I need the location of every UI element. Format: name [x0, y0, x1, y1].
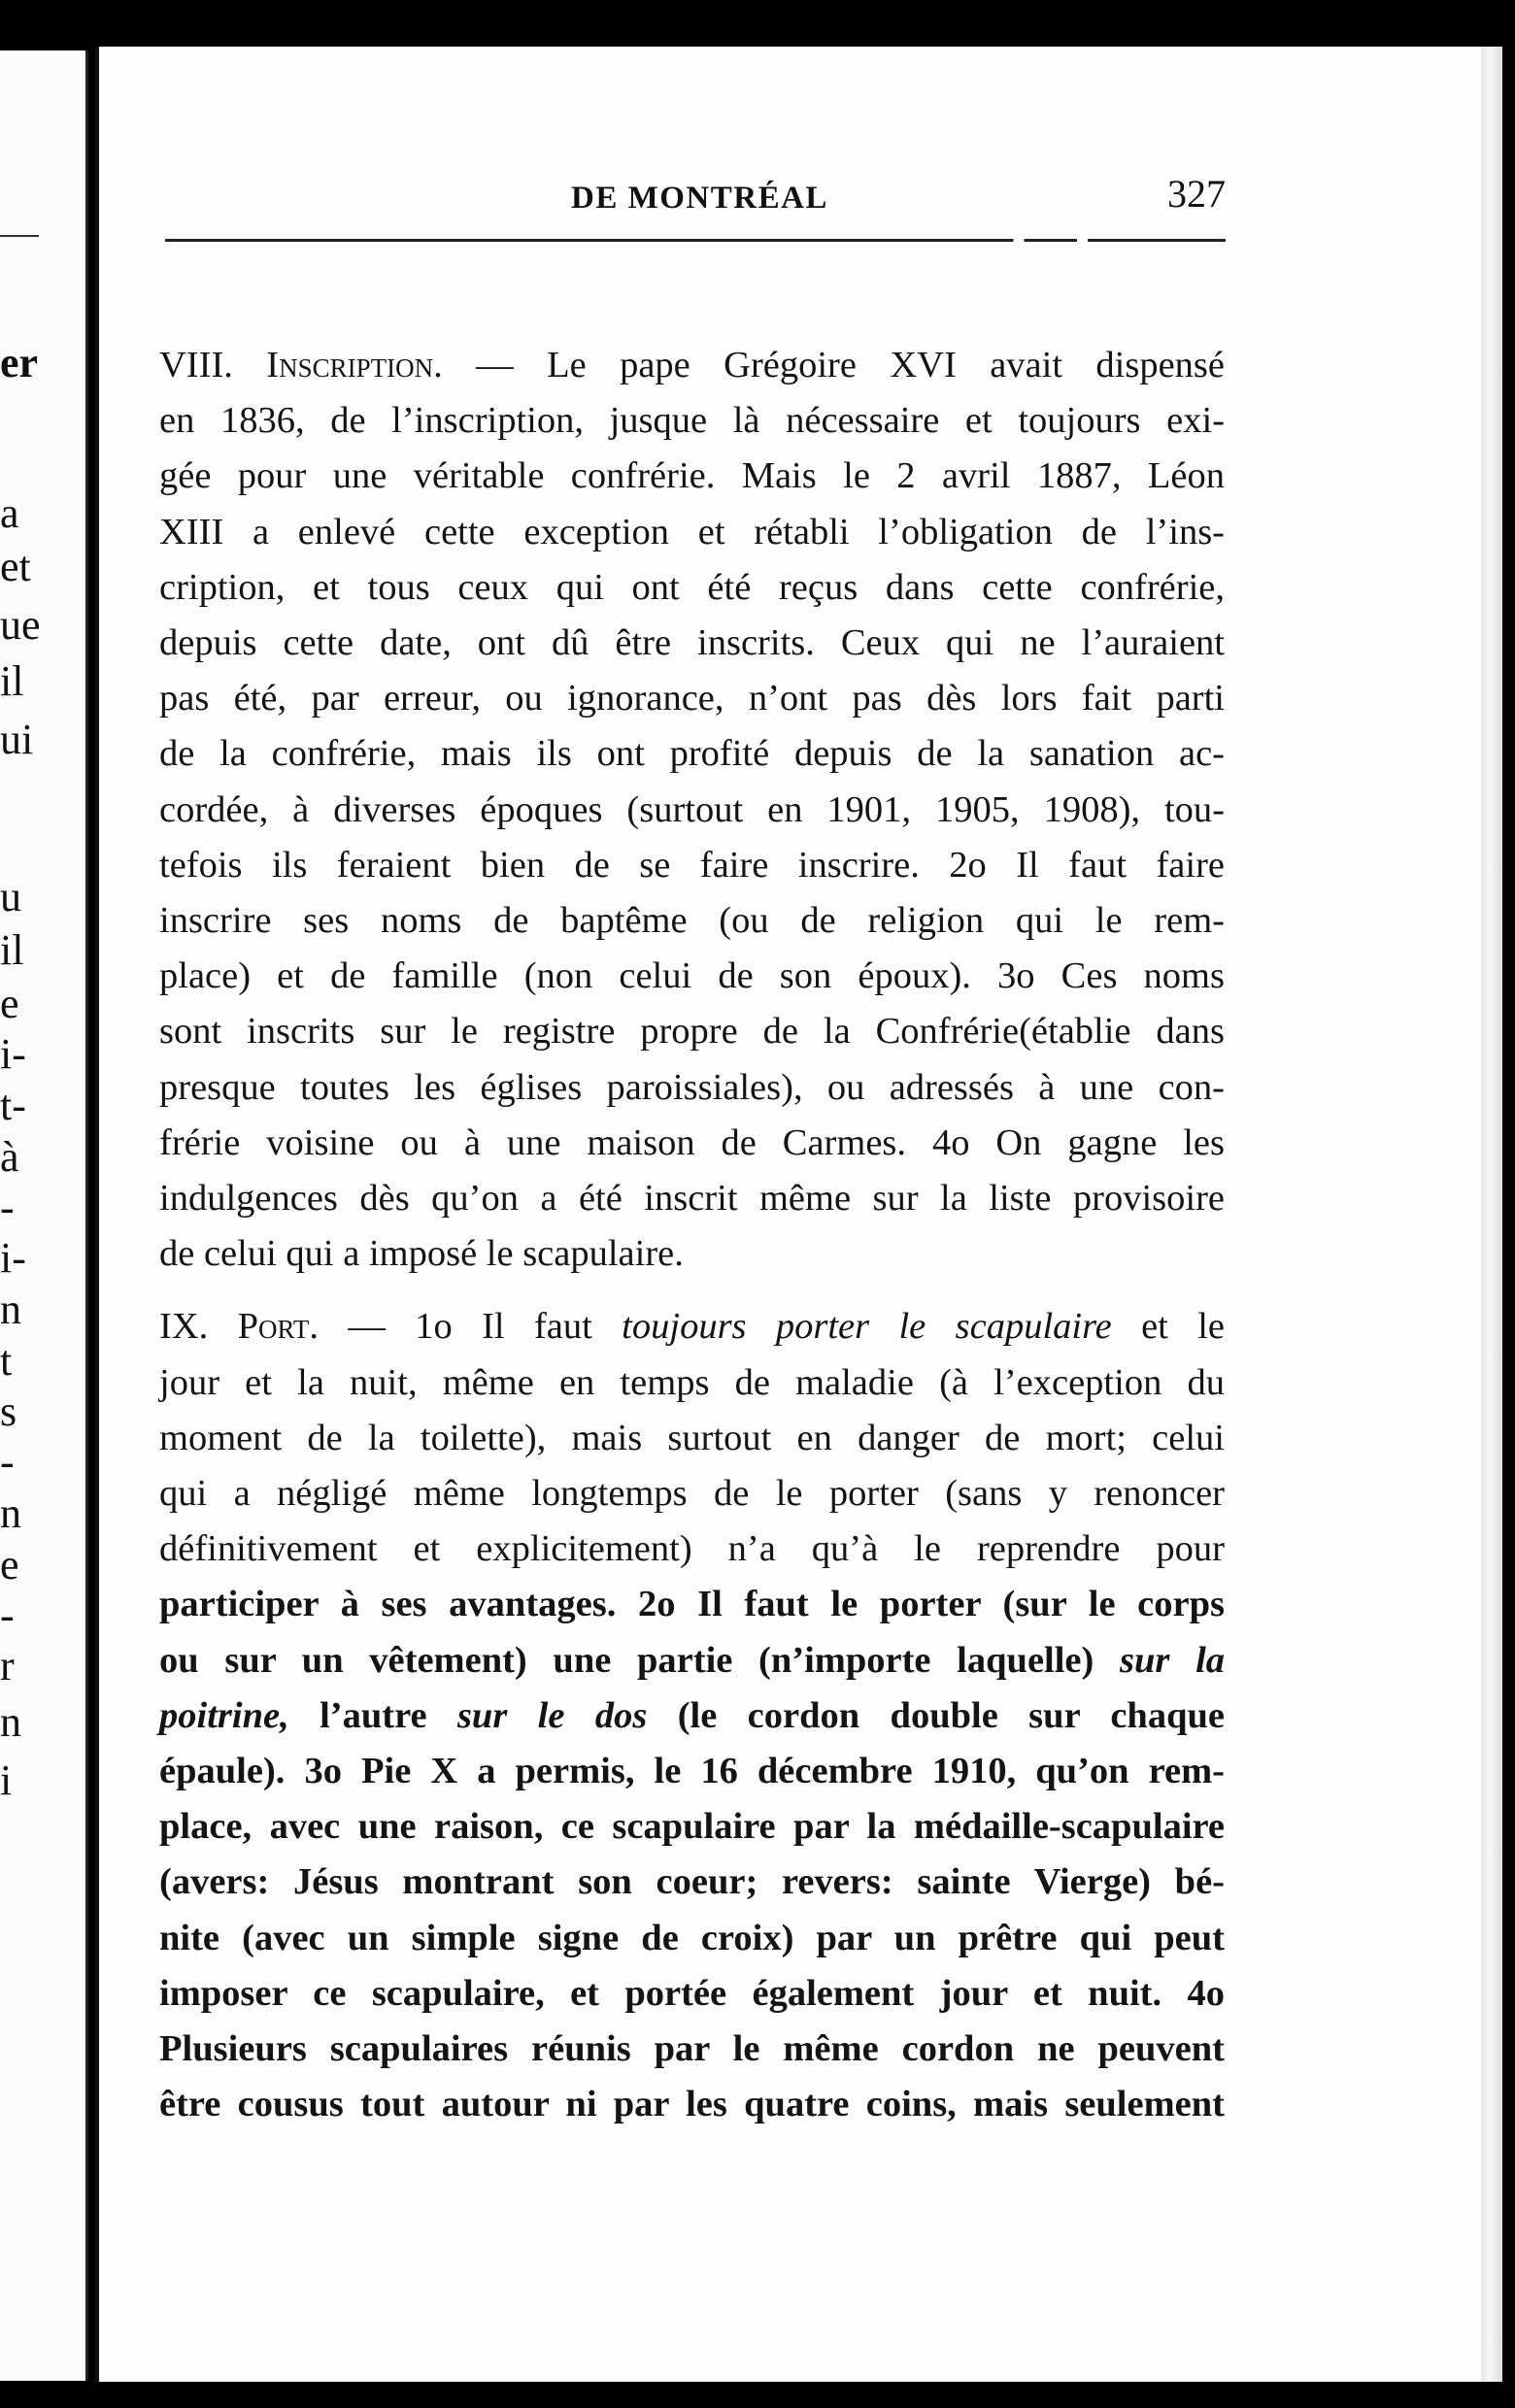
book-page — [95, 47, 1502, 2382]
left-page-text-fragment: et — [0, 543, 31, 590]
text-line: gée pour une véritable confrérie. Mais le 2 avril 1887, Léon — [159, 455, 1225, 497]
left-page-text-fragment: à — [0, 1133, 19, 1181]
left-page-fragment — [0, 50, 88, 2381]
header-rule — [165, 239, 1226, 242]
text-line: ou sur un vêtement) une partie (n’importe laquelle) sur la — [159, 1639, 1226, 1681]
left-page-text-fragment: i- — [0, 1030, 26, 1078]
text-line: depuis cette date, ont dû être inscrits. Ceux qui ne l’auraient — [159, 622, 1225, 664]
left-page-text-fragment: t — [0, 1337, 13, 1385]
text-line: frérie voisine ou à une maison de Carmes. 4o On gagne les — [159, 1121, 1225, 1163]
left-page-text-fragment: e — [0, 1541, 19, 1589]
text-line: IX. Port. — 1o Il faut toujours porter le scapulaire et le — [159, 1306, 1226, 1348]
text-line: tefois ils feraient bien de se faire inscrire. 2o Il faut faire — [159, 844, 1225, 886]
text-line: jour et la nuit, même en temps de maladie (à l’exception du — [159, 1361, 1225, 1403]
left-page-text-fragment: i- — [0, 1234, 26, 1282]
text-line: place) et de famille (non celui de son époux). 3o Ces noms — [159, 955, 1225, 997]
text-line: presque toutes les églises paroissiales), ou adressés à une con- — [159, 1066, 1225, 1108]
text-line: indulgences dès qu’on a été inscrit même sur la liste provisoire — [159, 1178, 1225, 1220]
left-page-text-fragment: t- — [0, 1082, 26, 1129]
left-page-text-fragment: a — [0, 489, 19, 537]
left-page-text-fragment: er — [0, 339, 39, 386]
left-page-text-fragment: n — [0, 1286, 21, 1333]
text-line: imposer ce scapulaire, et portée également jour et nuit. 4o — [159, 1972, 1225, 2014]
text-line: poitrine, l’autre sur le dos (le cordon double sur chaque — [159, 1694, 1226, 1736]
paragraph-port — [159, 1299, 1225, 2132]
section-label: VIII. Inscription. — [159, 345, 443, 385]
text-line: cription, et tous ceux qui ont été reçus dans cette confrérie, — [159, 566, 1225, 608]
paragraph-inscription — [159, 338, 1225, 1282]
text-line: VIII. Inscription. — Le pape Grégoire XVI avait dispensé — [159, 345, 1226, 385]
text-line: qui a négligé même longtemps de le porter (sans y renoncer — [159, 1473, 1225, 1515]
text-line: (avers: Jésus montrant son coeur; revers: sainte Vierge) bé- — [159, 1861, 1225, 1903]
text-line: en 1836, de l’inscription, jusque là nécessaire et toujours exi- — [159, 400, 1225, 442]
left-page-text-fragment: ue — [0, 601, 41, 649]
text-line: pas été, par erreur, ou ignorance, n’ont pas dès lors fait parti — [159, 678, 1225, 719]
left-page-text-fragment: s — [0, 1388, 17, 1435]
text-line: place, avec une raison, ce scapulaire par la médaille-scapulaire — [159, 1806, 1225, 1848]
left-page-text-fragment: u — [0, 873, 21, 920]
text-line: définitivement et explicitement) n’a qu’à le reprendre pour — [159, 1528, 1225, 1570]
left-page-text-fragment: n — [0, 1489, 21, 1537]
body-text — [159, 338, 1225, 2133]
page-edge — [1481, 47, 1502, 2382]
text-line: épaule). 3o Pie X a permis, le 16 décembre 1910, qu’on rem- — [159, 1751, 1225, 1792]
text-line: participer à ses avantages. 2o Il faut le porter (sur le corps — [159, 1584, 1225, 1625]
text-line: être cousus tout autour ni par les quatre coins, mais seulement — [159, 2084, 1225, 2125]
left-page-text-fragment: il — [0, 657, 24, 705]
text-line: nite (avec un simple signe de croix) par un prêtre qui peut — [159, 1917, 1225, 1958]
left-page-text-fragment: n — [0, 1698, 21, 1746]
text-line: Plusieurs scapulaires réunis par le même cordon ne peuvent — [159, 2028, 1225, 2070]
text-line: cordée, à diverses époques (surtout en 1901, 1905, 1908), tou- — [159, 788, 1225, 830]
text-line: inscrire ses noms de baptême (ou de religion qui le rem- — [159, 900, 1225, 942]
text-line: XIII a enlevé cette exception et rétabli l’obligation de l’ins- — [159, 511, 1225, 552]
left-page-text-fragment: - — [0, 1591, 15, 1639]
text-line: moment de la toilette), mais surtout en danger de mort; celui — [159, 1417, 1225, 1458]
text-line: de celui qui a imposé le scapulaire. — [159, 1233, 684, 1275]
section-label: IX. Port. — [159, 1306, 320, 1348]
left-page-text-fragment: il — [0, 926, 24, 974]
left-page-text-fragment: - — [0, 1438, 15, 1486]
left-page-text-fragment: - — [0, 1184, 15, 1231]
text-line: de la confrérie, mais ils ont profité depuis de la sanation ac- — [159, 733, 1225, 775]
left-page-text-fragment: ui — [0, 716, 34, 763]
page-number: 327 — [1167, 172, 1226, 216]
paragraph-gap — [159, 1282, 1225, 1299]
left-page-text-fragment: e — [0, 980, 19, 1027]
left-page-text-fragment: r — [0, 1642, 15, 1689]
running-head: DE MONTRÉAL — [571, 181, 828, 216]
text-line: sont inscrits sur le registre propre de la Confrérie(établie dans — [159, 1011, 1225, 1053]
left-page-rule — [0, 235, 39, 237]
left-page-text-fragment: i — [0, 1756, 13, 1804]
